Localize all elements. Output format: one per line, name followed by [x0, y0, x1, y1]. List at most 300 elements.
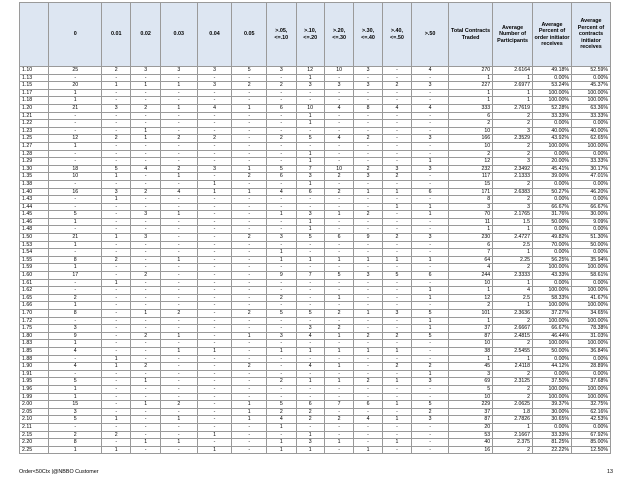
- table-cell: -: [49, 370, 102, 378]
- row-label: 1.54: [20, 249, 49, 257]
- table-cell: 4: [382, 104, 411, 112]
- table-cell: 1: [49, 302, 102, 310]
- table-cell: -: [267, 180, 296, 188]
- table-cell: -: [382, 302, 411, 310]
- row-label: 1.80: [20, 332, 49, 340]
- table-row: [20, 294, 611, 302]
- table-cell: 5: [267, 310, 296, 318]
- table-cell: 5: [49, 211, 102, 219]
- table-cell: -: [160, 385, 197, 393]
- table-cell: 81.25%: [533, 439, 572, 447]
- table-cell: 3: [448, 203, 492, 211]
- table-cell: 37.68%: [571, 378, 610, 386]
- table-cell: 37: [448, 408, 492, 416]
- table-cell: 2: [324, 173, 353, 181]
- table-cell: 1: [493, 226, 533, 234]
- table-cell: -: [49, 112, 102, 120]
- table-row: [20, 264, 611, 272]
- table-cell: -: [324, 423, 353, 431]
- table-cell: 1: [412, 325, 449, 333]
- table-cell: 1: [448, 287, 492, 295]
- table-cell: 2: [493, 370, 533, 378]
- table-cell: -: [232, 241, 267, 249]
- table-cell: -: [382, 249, 411, 257]
- table-cell: 3: [296, 325, 324, 333]
- table-cell: -: [382, 393, 411, 401]
- table-cell: -: [131, 347, 160, 355]
- table-cell: 1: [324, 332, 353, 340]
- table-cell: 1: [296, 112, 324, 120]
- table-cell: -: [102, 142, 131, 150]
- table-cell: -: [232, 180, 267, 188]
- table-cell: -: [267, 158, 296, 166]
- table-cell: 2.3492: [493, 165, 533, 173]
- table-cell: 2: [232, 173, 267, 181]
- table-cell: 1: [49, 446, 102, 454]
- table-cell: -: [382, 423, 411, 431]
- table-row: [20, 158, 611, 166]
- table-cell: -: [102, 401, 131, 409]
- table-cell: 1: [296, 74, 324, 82]
- table-cell: 3: [354, 82, 382, 90]
- table-cell: 58.61%: [571, 272, 610, 280]
- table-cell: -: [197, 408, 232, 416]
- table-cell: 21: [49, 104, 102, 112]
- table-cell: -: [131, 226, 160, 234]
- table-row: [20, 67, 611, 75]
- column-header: 0: [49, 3, 102, 67]
- row-label: 1.85: [20, 347, 49, 355]
- table-cell: -: [131, 112, 160, 120]
- table-cell: 45.37%: [571, 82, 610, 90]
- table-cell: 0.00%: [533, 196, 572, 204]
- table-row: [20, 135, 611, 143]
- table-cell: 100.00%: [533, 287, 572, 295]
- table-cell: -: [354, 355, 382, 363]
- table-cell: -: [49, 249, 102, 257]
- table-cell: -: [131, 423, 160, 431]
- table-cell: 20: [49, 82, 102, 90]
- column-header: 0.02: [131, 3, 160, 67]
- table-cell: -: [131, 173, 160, 181]
- table-cell: -: [197, 127, 232, 135]
- table-cell: 6: [296, 401, 324, 409]
- table-cell: -: [354, 74, 382, 82]
- table-cell: 1: [102, 234, 131, 242]
- table-cell: 100.00%: [571, 340, 610, 348]
- table-cell: -: [324, 226, 353, 234]
- table-cell: 5: [49, 378, 102, 386]
- table-cell: -: [131, 416, 160, 424]
- table-cell: 3: [49, 325, 102, 333]
- table-cell: 2: [493, 393, 533, 401]
- table-cell: 3: [448, 370, 492, 378]
- table-row: [20, 256, 611, 264]
- table-cell: 8: [49, 310, 102, 318]
- table-row: [20, 82, 611, 90]
- table-cell: -: [324, 287, 353, 295]
- table-cell: 21: [49, 234, 102, 242]
- row-label: 2.25: [20, 446, 49, 454]
- table-cell: 33.33%: [571, 112, 610, 120]
- table-cell: -: [382, 325, 411, 333]
- table-cell: -: [324, 317, 353, 325]
- table-cell: -: [131, 370, 160, 378]
- table-cell: -: [102, 241, 131, 249]
- table-cell: -: [197, 203, 232, 211]
- table-cell: 1: [448, 97, 492, 105]
- row-label: 2.05: [20, 408, 49, 416]
- table-cell: 1: [324, 294, 353, 302]
- table-cell: -: [102, 203, 131, 211]
- table-cell: -: [197, 173, 232, 181]
- table-cell: 4: [197, 104, 232, 112]
- table-cell: -: [131, 279, 160, 287]
- table-cell: -: [412, 423, 449, 431]
- table-cell: -: [382, 211, 411, 219]
- table-cell: 1: [493, 97, 533, 105]
- table-cell: -: [197, 332, 232, 340]
- table-cell: 2: [232, 310, 267, 318]
- table-cell: 1.5: [493, 218, 533, 226]
- table-cell: -: [382, 264, 411, 272]
- row-label: 1.90: [20, 363, 49, 371]
- footer-label: Order<50Ctx |@NBBO Customer: [19, 469, 99, 475]
- table-cell: -: [232, 158, 267, 166]
- table-cell: 4: [412, 67, 449, 75]
- table-cell: 2: [448, 302, 492, 310]
- table-cell: 22.22%: [533, 446, 572, 454]
- table-cell: -: [197, 439, 232, 447]
- table-cell: 50.27%: [533, 188, 572, 196]
- table-cell: 2.3636: [493, 310, 533, 318]
- row-label: 1.38: [20, 180, 49, 188]
- table-cell: 30.00%: [571, 211, 610, 219]
- column-header: Average Number of Participants: [493, 3, 533, 67]
- table-cell: 1: [354, 310, 382, 318]
- table-cell: 50.00%: [571, 241, 610, 249]
- table-cell: -: [382, 431, 411, 439]
- table-cell: 1: [324, 256, 353, 264]
- table-cell: -: [354, 393, 382, 401]
- table-cell: 2: [493, 385, 533, 393]
- table-cell: 1: [296, 431, 324, 439]
- table-cell: 51.30%: [571, 234, 610, 242]
- table-cell: -: [232, 249, 267, 257]
- table-row: [20, 393, 611, 401]
- table-cell: 56.25%: [533, 256, 572, 264]
- table-cell: -: [160, 294, 197, 302]
- table-cell: 15: [448, 180, 492, 188]
- table-cell: -: [296, 142, 324, 150]
- table-cell: 3: [354, 272, 382, 280]
- table-cell: -: [197, 89, 232, 97]
- table-cell: -: [324, 370, 353, 378]
- table-cell: 1: [160, 211, 197, 219]
- table-cell: -: [382, 97, 411, 105]
- table-cell: 6: [448, 241, 492, 249]
- table-cell: -: [160, 120, 197, 128]
- table-cell: 1: [49, 142, 102, 150]
- table-cell: -: [131, 196, 160, 204]
- table-cell: -: [354, 127, 382, 135]
- table-cell: 100.00%: [533, 385, 572, 393]
- table-cell: -: [160, 340, 197, 348]
- table-cell: -: [324, 340, 353, 348]
- table-cell: -: [131, 302, 160, 310]
- table-cell: -: [382, 180, 411, 188]
- table-cell: 39.00%: [533, 173, 572, 181]
- table-cell: 1: [448, 226, 492, 234]
- table-cell: 9: [354, 234, 382, 242]
- table-cell: -: [267, 120, 296, 128]
- table-cell: 3: [412, 135, 449, 143]
- table-cell: -: [131, 294, 160, 302]
- table-cell: 0.00%: [533, 423, 572, 431]
- row-label: 1.72: [20, 317, 49, 325]
- table-cell: 6: [354, 401, 382, 409]
- table-cell: 2.375: [493, 439, 533, 447]
- table-cell: 1: [267, 423, 296, 431]
- table-cell: 1: [354, 256, 382, 264]
- table-cell: -: [232, 294, 267, 302]
- table-cell: -: [267, 431, 296, 439]
- table-cell: 2: [493, 264, 533, 272]
- table-cell: -: [324, 264, 353, 272]
- table-cell: 8: [448, 196, 492, 204]
- table-cell: 0.00%: [571, 423, 610, 431]
- table-cell: -: [412, 218, 449, 226]
- table-cell: 0.00%: [533, 249, 572, 257]
- column-header: 0.05: [232, 3, 267, 67]
- table-cell: -: [267, 355, 296, 363]
- table-cell: 53: [448, 431, 492, 439]
- table-cell: 2: [232, 234, 267, 242]
- table-cell: 1: [382, 378, 411, 386]
- table-cell: 2.6667: [493, 325, 533, 333]
- table-cell: 1: [493, 89, 533, 97]
- table-cell: -: [160, 264, 197, 272]
- table-cell: -: [324, 158, 353, 166]
- row-label: 2.10: [20, 416, 49, 424]
- table-cell: -: [412, 150, 449, 158]
- table-row: [20, 188, 611, 196]
- table-cell: 2.6164: [493, 67, 533, 75]
- table-cell: 37.27%: [533, 310, 572, 318]
- table-row: [20, 89, 611, 97]
- table-cell: 1: [493, 279, 533, 287]
- table-cell: 2: [131, 363, 160, 371]
- table-cell: -: [267, 385, 296, 393]
- table-cell: -: [232, 203, 267, 211]
- table-cell: -: [296, 196, 324, 204]
- table-cell: -: [354, 158, 382, 166]
- table-cell: 3: [354, 173, 382, 181]
- table-cell: 100.00%: [571, 393, 610, 401]
- table-row: [20, 439, 611, 447]
- table-cell: 2: [382, 234, 411, 242]
- table-cell: 37: [448, 325, 492, 333]
- column-header: Total Contracts Traded: [448, 3, 492, 67]
- table-cell: -: [160, 355, 197, 363]
- table-cell: -: [324, 446, 353, 454]
- table-cell: 2: [382, 82, 411, 90]
- column-header: >.40, <=.50: [382, 3, 411, 67]
- table-cell: 5: [102, 165, 131, 173]
- table-cell: -: [131, 74, 160, 82]
- table-cell: 3: [296, 173, 324, 181]
- row-label: 1.55: [20, 256, 49, 264]
- table-cell: -: [131, 142, 160, 150]
- table-cell: -: [296, 249, 324, 257]
- table-cell: -: [232, 287, 267, 295]
- table-cell: -: [160, 226, 197, 234]
- table-cell: -: [197, 120, 232, 128]
- table-cell: 49.18%: [533, 67, 572, 75]
- table-cell: -: [49, 180, 102, 188]
- row-label: 2.11: [20, 423, 49, 431]
- table-cell: 1: [354, 446, 382, 454]
- table-row: [20, 173, 611, 181]
- table-cell: -: [412, 431, 449, 439]
- table-cell: -: [232, 446, 267, 454]
- table-cell: 30.17%: [571, 165, 610, 173]
- table-cell: 53.24%: [533, 82, 572, 90]
- table-cell: 232: [448, 165, 492, 173]
- table-row: [20, 378, 611, 386]
- table-cell: -: [267, 142, 296, 150]
- table-cell: 10: [448, 279, 492, 287]
- table-cell: -: [296, 370, 324, 378]
- table-cell: -: [102, 158, 131, 166]
- table-cell: 1: [160, 416, 197, 424]
- table-cell: 3: [296, 211, 324, 219]
- table-cell: 6: [448, 112, 492, 120]
- table-cell: -: [131, 120, 160, 128]
- table-cell: -: [197, 423, 232, 431]
- table-cell: 100.00%: [571, 89, 610, 97]
- table-row: [20, 363, 611, 371]
- row-label: 1.30: [20, 165, 49, 173]
- table-cell: 28.89%: [571, 363, 610, 371]
- table-cell: 1: [448, 355, 492, 363]
- table-cell: 9: [49, 332, 102, 340]
- table-cell: -: [324, 218, 353, 226]
- row-label: 1.88: [20, 355, 49, 363]
- table-cell: 1: [412, 211, 449, 219]
- table-cell: -: [160, 180, 197, 188]
- table-cell: -: [324, 408, 353, 416]
- table-cell: 3: [197, 82, 232, 90]
- table-cell: 3: [267, 234, 296, 242]
- table-cell: -: [354, 264, 382, 272]
- table-cell: 1: [493, 355, 533, 363]
- table-cell: -: [160, 218, 197, 226]
- table-cell: -: [382, 135, 411, 143]
- table-cell: 39.37%: [533, 401, 572, 409]
- table-cell: 9: [267, 272, 296, 280]
- table-cell: -: [197, 370, 232, 378]
- table-row: [20, 142, 611, 150]
- table-cell: 4: [131, 165, 160, 173]
- table-cell: -: [102, 97, 131, 105]
- table-cell: -: [412, 347, 449, 355]
- table-body: [20, 67, 611, 454]
- table-cell: 1: [412, 294, 449, 302]
- table-cell: -: [102, 294, 131, 302]
- table-cell: 10: [324, 67, 353, 75]
- table-cell: 1: [102, 173, 131, 181]
- table-cell: -: [296, 279, 324, 287]
- table-cell: -: [412, 393, 449, 401]
- table-cell: -: [296, 355, 324, 363]
- table-cell: 3: [131, 211, 160, 219]
- table-cell: 4: [354, 416, 382, 424]
- row-label: 1.18: [20, 97, 49, 105]
- table-cell: 3: [382, 165, 411, 173]
- table-cell: -: [296, 340, 324, 348]
- table-cell: 5: [382, 272, 411, 280]
- row-label: 1.66: [20, 302, 49, 310]
- table-cell: -: [131, 340, 160, 348]
- table-row: [20, 423, 611, 431]
- table-cell: 2: [382, 363, 411, 371]
- table-cell: -: [49, 287, 102, 295]
- table-cell: -: [197, 97, 232, 105]
- table-cell: 1: [160, 104, 197, 112]
- table-row: [20, 127, 611, 135]
- table-cell: -: [324, 74, 353, 82]
- row-label: 1.10: [20, 67, 49, 75]
- table-cell: 2.5: [493, 241, 533, 249]
- table-cell: -: [267, 196, 296, 204]
- table-cell: -: [232, 393, 267, 401]
- table-cell: 1: [131, 401, 160, 409]
- table-cell: 32.75%: [571, 401, 610, 409]
- table-cell: 12: [448, 158, 492, 166]
- table-cell: 3: [102, 104, 131, 112]
- table-cell: 49.82%: [533, 234, 572, 242]
- table-cell: 100.00%: [533, 340, 572, 348]
- table-cell: -: [131, 355, 160, 363]
- table-cell: 2: [354, 211, 382, 219]
- table-cell: -: [102, 226, 131, 234]
- column-header: >.50: [412, 3, 449, 67]
- table-cell: -: [267, 393, 296, 401]
- table-row: [20, 249, 611, 257]
- table-cell: -: [131, 408, 160, 416]
- table-cell: -: [197, 272, 232, 280]
- table-cell: 1: [49, 385, 102, 393]
- table-cell: -: [412, 97, 449, 105]
- row-label: 1.29: [20, 158, 49, 166]
- row-label: 1.17: [20, 89, 49, 97]
- table-cell: 3: [102, 188, 131, 196]
- table-cell: -: [296, 287, 324, 295]
- table-cell: -: [232, 218, 267, 226]
- row-label: 1.23: [20, 127, 49, 135]
- table-cell: -: [354, 385, 382, 393]
- table-cell: 2.1765: [493, 211, 533, 219]
- table-cell: -: [232, 355, 267, 363]
- table-cell: 1: [324, 439, 353, 447]
- row-label: 1.62: [20, 287, 49, 295]
- table-cell: 0.00%: [533, 370, 572, 378]
- table-cell: -: [412, 89, 449, 97]
- table-cell: 4: [267, 188, 296, 196]
- table-cell: 1: [412, 370, 449, 378]
- table-cell: 2: [354, 165, 382, 173]
